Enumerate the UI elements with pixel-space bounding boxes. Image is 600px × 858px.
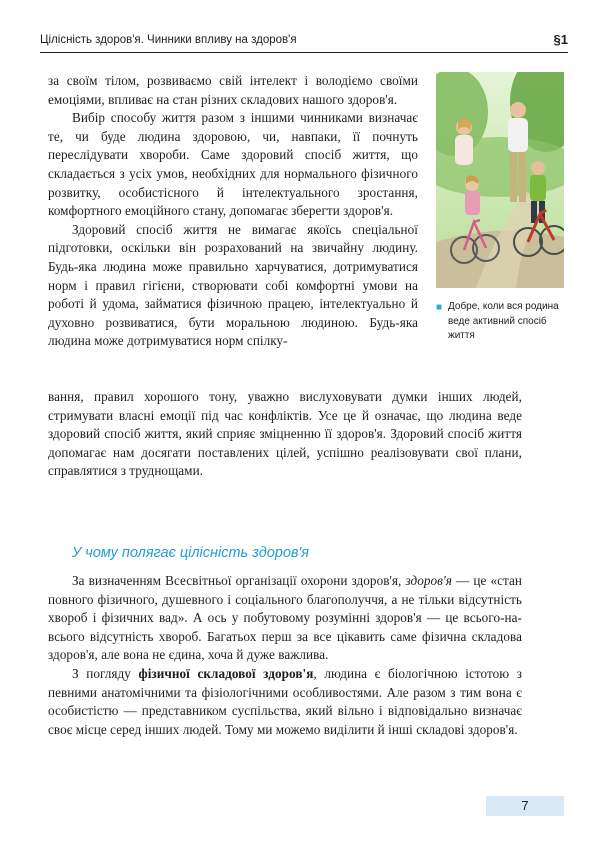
caption-text: Добре, коли вся родина веде активний спосіб життя (448, 301, 559, 341)
section-subheading: У чому полягає цілісність здоров'я (72, 545, 310, 561)
definition-body: — це «стан повного фізичного, душевного і соціального благополуччя, а не тільки відсутність хвороб і фізичних вад». А ось у побутовому розумінні здоров'я — це всього-на-всього відсутність хвороб. Багатьох перш за все цікавить саме фізична складова здоров'я, але вона не єдина, хоча й дуже важлива. (48, 573, 522, 663)
running-header (40, 30, 568, 53)
intro-line-3: нашого здоров'я. (302, 91, 398, 107)
header-title: Цілісність здоров'я. Чинники впливу на здоров'я (40, 34, 297, 46)
continuation-block (48, 388, 522, 481)
section-2-body (48, 572, 522, 739)
paragraph-who-definition (48, 572, 522, 665)
paragraph-lifestyle-choice: Вибір способу життя разом з іншими чинниками визначає те, чи буде людина здоровою, чи, навпаки, її почнуть переслідувати хвороби. Саме здоровий спосіб життя, що складається з усіх умов, необхідних для нормального фізичного розвитку, особистісного й інтелектуального зростання, комфортного емоційного стану, допомагає зберегти здоров'я. (48, 110, 418, 219)
intro-line-2: своїми емоціями, впливає на стан різних складових (48, 73, 418, 107)
term-physical-component: фізичної складової здоров'я (138, 665, 314, 681)
term-health: здоров'я (405, 573, 452, 588)
definition-intro: За визначенням Всесвітньої організації охорони здоров'я, (72, 573, 402, 588)
paragraph-continuation: вання, правил хорошого тону, уважно вислуховувати думки інших людей, стримувати власні емоції під час конфліктів. Усе це й означає, що людина веде здоровий спосіб життя, який сприяє зміцненню її здоров'я. Здоровий спосіб життя допомагає нам досягати поставлених цілей, успішно реалізовувати свої плани, справлятися з труднощами. (48, 389, 522, 479)
physical-body: , людина є біологічною істотою з певними анатомічними та фізіологічними особливостями. Але разом з тим вона є особистістю — представником суспільства, який вільно і відповідально визначає своє місце серед інших людей. Тому ми можемо виділити й інші складові здоров'я. (48, 665, 522, 737)
photo-caption (436, 300, 564, 344)
paragraph-intro (48, 72, 418, 109)
section-number: §1 (553, 32, 568, 47)
family-cycling-photo (436, 72, 564, 288)
caption-bullet-icon: ■ (436, 302, 443, 313)
paragraph-physical-component (48, 665, 522, 739)
page-number: 7 (486, 796, 564, 816)
paragraph-healthy-lifestyle: Здоровий спосіб життя не вимагає якоїсь спеціальної підготовки, оскільки він розрахований на звичайну людину. Будь-яка людина може правильно харчуватися, дотримуватися норм і правил гігієни, створювати собі комфортні умови на роботі й удома, займатися фізичною працею, інтелектуально й духовно розвиватися, бути моральною людиною. Будь-яка людина може дотримуватися норм спілку- (48, 221, 418, 349)
photo-illustration (436, 72, 564, 288)
intro-line-1: за своїм тілом, розвиваємо свій інтелект і володіємо (48, 73, 373, 88)
main-column (48, 72, 418, 351)
physical-intro: З погляду (72, 665, 131, 681)
